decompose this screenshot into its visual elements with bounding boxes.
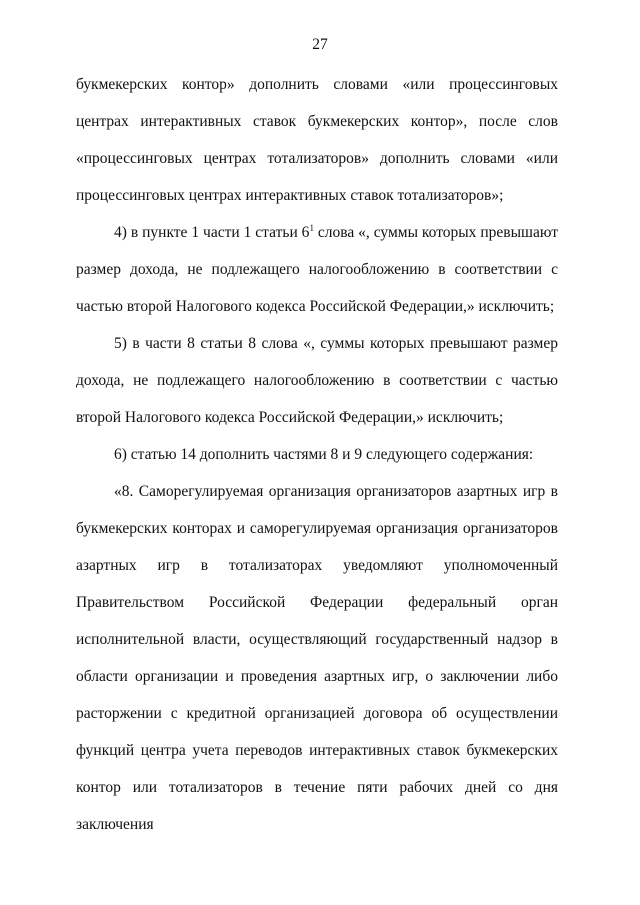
paragraph-continuation: букмекерских контор» дополнить словами «или процессинговых центрах интерактивных ставок букмекерских контор», после слов «процессинговых центрах тотализаторов» дополнить словами «или процессинговых центрах интерактивных ставок тотализаторов»; xyxy=(76,76,558,204)
paragraph-item-6: 6) статью 14 дополнить частями 8 и 9 следующего содержания: xyxy=(114,446,534,463)
paragraph-part-8: «8. Саморегулируемая организация организаторов азартных игр в букмекерских конторах и саморегулируемая организация организаторов азартных игр в тотализаторах уведомляют уполномоченный Правительством Российской Федерации федеральный орган исполнительной власти, осуществляющий государственный надзор в области организации и проведения азартных игр, о заключении либо расторжении с кредитной организацией договора об осуществлении функций центра учета переводов интерактивных ставок букмекерских контор или тотализаторов в течение пяти рабочих дней со дня заключения xyxy=(76,483,558,833)
page-number: 27 xyxy=(312,36,328,53)
paragraph-item-5: 5) в части 8 статьи 8 слова «, суммы которых превышают размер дохода, не подлежащего налогообложению в соответствии с частью второй Налогового кодекса Российской Федерации,» исключить; xyxy=(76,335,558,426)
paragraph-item-4-start: 4) в пункте 1 части 1 статьи 6 xyxy=(114,224,310,241)
paragraph-item-4 xyxy=(76,214,558,325)
document-body xyxy=(76,66,558,843)
superscript-index: 1 xyxy=(309,223,314,233)
paragraph-item-4-end: слова «, суммы которых превышают размер дохода, не подлежащего налогообложению в соответствии с частью второй Налогового кодекса Российской Федерации,» исключить; xyxy=(76,224,558,315)
